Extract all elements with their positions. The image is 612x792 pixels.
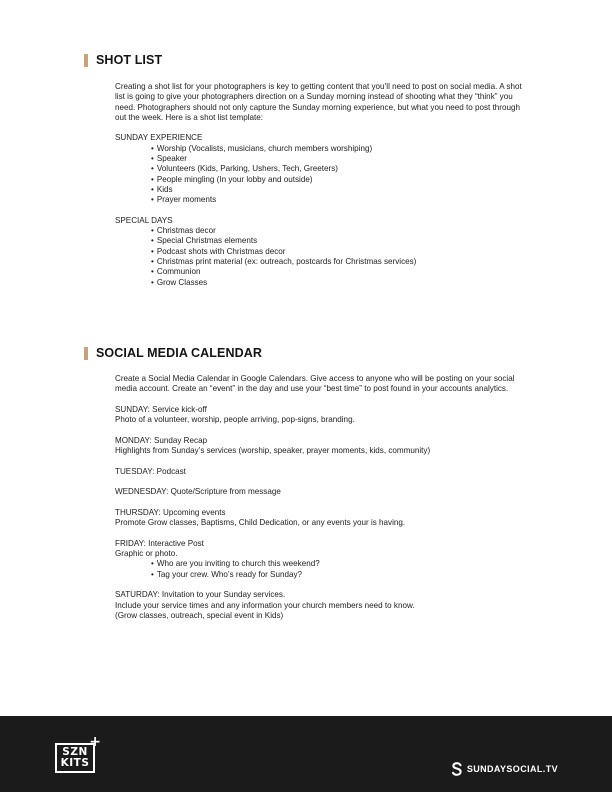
shot-list-intro: Creating a shot list for your photographers is key to getting content that you’ll need to post on social media. A shot list is going to give your photographers direction on a Sunday morning instead of shooting what they “think” you need. Photographers should not only capture the Sunday morning experience, but what you need to post through out the week. Here is a shot list template: (115, 82, 522, 122)
logo-line-1: SZN (62, 746, 88, 758)
day-block (115, 590, 525, 621)
day-line: (Grow classes, outreach, special event in Kids) (115, 610, 284, 620)
day-heading: THURSDAY: Upcoming events (115, 507, 226, 517)
calendar-intro: Create a Social Media Calendar in Google Calendars. Give access to anyone who will be posting on your social media account. Create an “event” in the day and use your “best time” to post found in your accounts analytics. (115, 374, 515, 394)
list-item: • Christmas print material (ex: outreach, postcards for Christmas services) (151, 257, 525, 267)
sunday-social-brand (451, 762, 558, 776)
s-mark-icon (451, 762, 463, 776)
day-block (115, 508, 525, 529)
szn-kits-logo (55, 734, 101, 773)
day-line: Include your service times and any information your church members need to know. (115, 600, 415, 610)
day-block (115, 436, 525, 457)
day-bullets (115, 559, 525, 580)
day-heading: WEDNESDAY: Quote/Scripture from message (115, 487, 281, 497)
day-heading: FRIDAY: Interactive Post (115, 538, 204, 548)
list-item: • Prayer moments (151, 195, 525, 205)
day-heading: MONDAY: Sunday Recap (115, 435, 208, 445)
calendar-days (115, 405, 525, 621)
list-item: • Christmas decor (151, 226, 525, 236)
day-line: Promote Grow classes, Baptisms, Child Dedication, or any events your is having. (115, 518, 406, 528)
plus-icon: + (89, 734, 101, 750)
calendar-heading (84, 346, 262, 360)
shot-list-items (115, 144, 525, 206)
day-block (115, 539, 525, 580)
list-item: • Worship (Vocalists, musicians, church members worshiping) (151, 144, 525, 154)
list-item: • Podcast shots with Christmas decor (151, 247, 525, 257)
brand-url: SUNDAYSOCIAL.TV (466, 764, 558, 774)
section-title: SHOT LIST (96, 53, 163, 67)
day-block (115, 487, 525, 497)
shot-list-body (115, 82, 525, 288)
logo-line-2: KITS (60, 757, 90, 769)
calendar-body (115, 374, 525, 621)
group-heading: SUNDAY EXPERIENCE (115, 133, 203, 143)
day-heading: SUNDAY: Service kick-off (115, 404, 207, 414)
footer-bar (0, 716, 612, 792)
list-item: • Who are you inviting to church this weekend? (151, 559, 525, 569)
accent-bar (84, 54, 88, 67)
day-block (115, 467, 525, 477)
shot-list-items (115, 226, 525, 288)
shot-list-groups (115, 133, 525, 287)
day-line: Highlights from Sunday’s services (worship, speaker, prayer moments, kids, community) (115, 446, 431, 456)
day-line: Graphic or photo. (115, 549, 178, 559)
shot-list-heading (84, 53, 162, 67)
list-item: • Grow Classes (151, 278, 525, 288)
day-block (115, 405, 525, 426)
list-item: • Special Christmas elements (151, 236, 525, 246)
accent-bar (84, 347, 88, 360)
group-heading: SPECIAL DAYS (115, 215, 173, 225)
list-item: • Volunteers (Kids, Parking, Ushers, Tech, Greeters) (151, 164, 525, 174)
list-item: • Speaker (151, 154, 525, 164)
list-item: • Tag your crew. Who’s ready for Sunday? (151, 570, 525, 580)
day-heading: SATURDAY: Invitation to your Sunday services. (115, 590, 286, 600)
list-item: • Kids (151, 185, 525, 195)
list-item: • Communion (151, 267, 525, 277)
list-item: • People mingling (In your lobby and outside) (151, 175, 525, 185)
day-line: Photo of a volunteer, worship, people arriving, pop-signs, branding. (115, 415, 355, 425)
day-heading: TUESDAY: Podcast (115, 466, 186, 476)
section-title: SOCIAL MEDIA CALENDAR (96, 346, 262, 360)
